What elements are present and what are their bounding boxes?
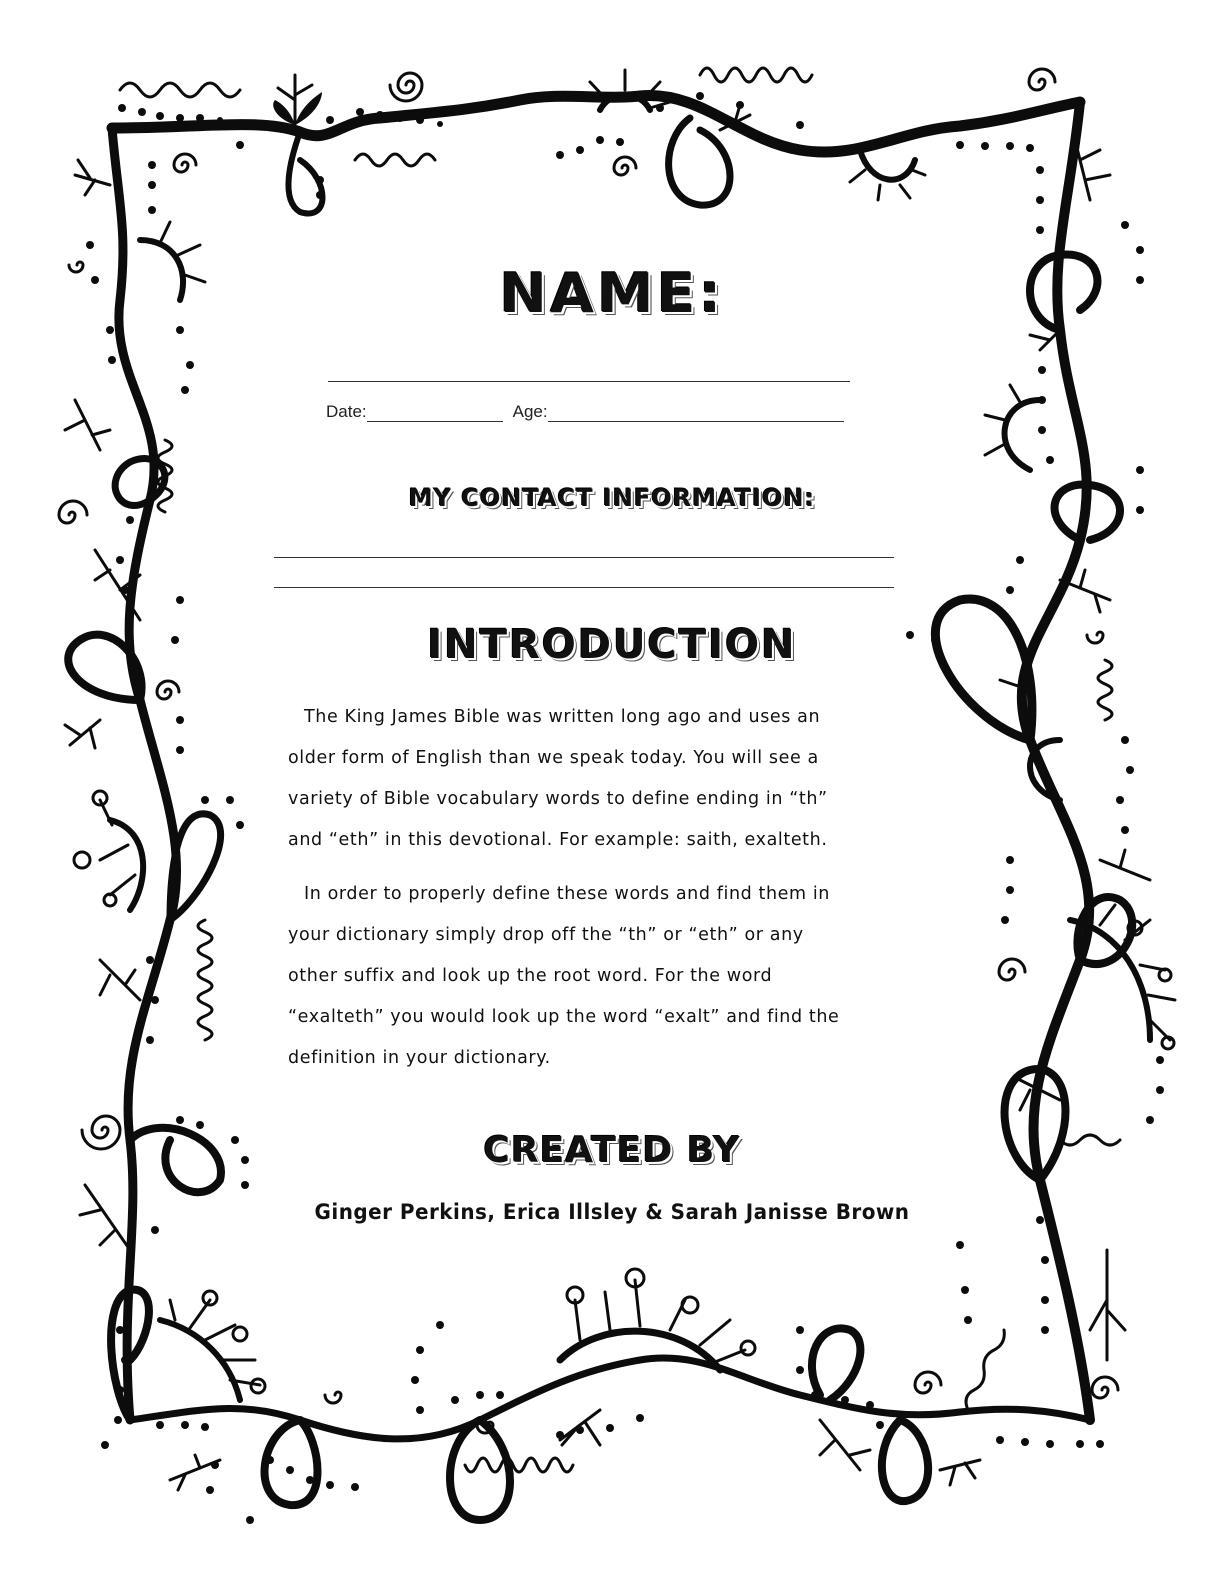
intro-line: your dictionary simply drop off the “th” or “eth” or any [288,925,804,945]
contact-heading: MY CONTACT INFORMATION: [408,484,816,512]
intro-line: The King James Bible was written long ago and uses an [304,707,821,727]
intro-paragraph-2 [288,874,938,1079]
intro-line: older form of English than we speak today. You will see a [288,748,819,768]
intro-paragraph-1 [288,697,938,861]
intro-line: “exalteth” you would look up the word “exalt” and find the [288,1007,840,1027]
intro-line: and “eth” in this devotional. For example: saith, exalteth. [288,830,828,850]
intro-line: other suffix and look up the root word. For the word [288,966,773,986]
authors-credit: Ginger Perkins, Erica Illsley & Sarah Janisse Brown [314,1200,910,1224]
contact-input-line-2[interactable] [274,587,894,588]
name-input-line[interactable] [328,381,850,382]
age-label: Age: [512,402,548,421]
contact-input-line-1[interactable] [274,557,894,558]
date-age-row [326,402,844,422]
intro-line: definition in your dictionary. [288,1048,551,1068]
intro-line: In order to properly define these words and find them in [304,884,830,904]
name-heading: NAME: [499,262,725,325]
age-input-line[interactable] [548,405,844,422]
date-input-line[interactable] [367,405,503,422]
intro-line: variety of Bible vocabulary words to define ending in “th” [288,789,828,809]
date-label: Date: [326,402,367,421]
created-by-heading: CREATED BY [483,1130,741,1171]
intro-heading: INTRODUCTION [427,622,797,668]
